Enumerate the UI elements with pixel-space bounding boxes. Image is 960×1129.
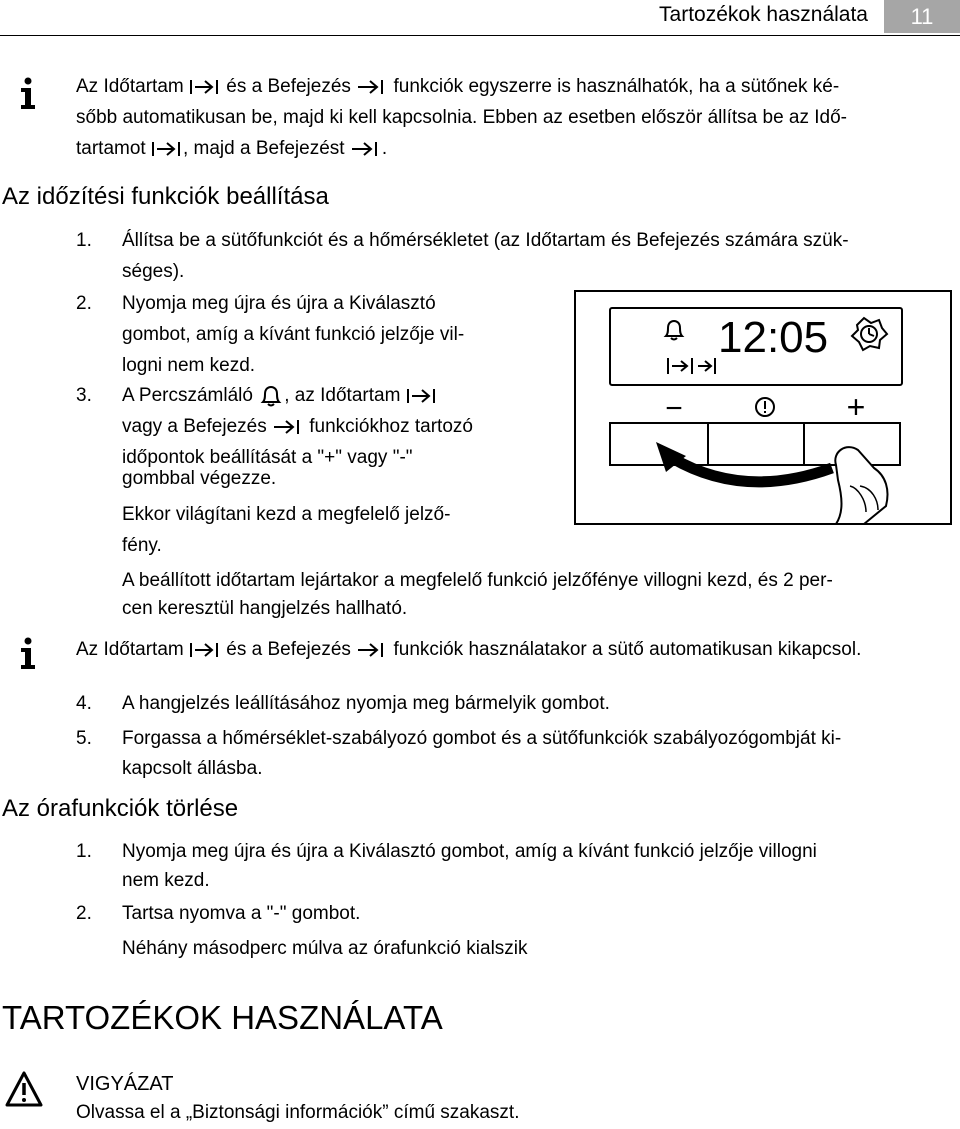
step-text: nem kezd. (122, 870, 210, 891)
warning-text: Olvassa el a „Biztonsági információk” című szakaszt. (76, 1102, 520, 1123)
info-text: és a Befejezés (226, 76, 351, 97)
step-text: Nyomja meg újra és újra a Kiválasztó gombot, amíg a kívánt funkció jelzője villogni (122, 841, 817, 862)
header-title: Tartozékok használata (659, 3, 868, 26)
step-text: időpontok beállítását a "+" vagy "-" (122, 447, 413, 468)
step-text: A hangjelzés leállításához nyomja meg bármelyik gombot. (122, 693, 610, 714)
step-text: gombbal végezze. (122, 468, 277, 489)
step-text: Tartsa nyomva a "-" gombot. (122, 903, 361, 924)
duration-icon (189, 78, 221, 96)
info-paragraph-line (76, 71, 839, 102)
step-text: Nyomja meg újra és újra a Kiválasztó (122, 293, 436, 314)
info-text: funkciók használatakor a sütő automatikusan kikapcsol. (393, 639, 862, 660)
section-title: Az órafunkciók törlése (2, 795, 239, 822)
step-result: fény. (122, 535, 162, 556)
step-number: 4. (76, 693, 92, 714)
header-divider (0, 35, 960, 36)
step-number: 3. (76, 385, 92, 406)
page-number: 11 (884, 0, 960, 33)
end-icon (350, 140, 382, 158)
info-text: Az Időtartam (76, 639, 184, 660)
step-text: A Percszámláló (122, 385, 253, 406)
step-text: funkciókhoz tartozó (309, 416, 473, 437)
info-text: , majd a Befejezést (182, 138, 345, 159)
step-text: Forgassa a hőmérséklet-szabályozó gombot és a sütőfunkciók szabályozógombját ki- (122, 728, 842, 749)
step-text: , az Időtartam (284, 385, 401, 406)
info-text: Az Időtartam (76, 76, 184, 97)
plus-label: + (846, 389, 866, 425)
step-line (122, 380, 438, 411)
duration-icon (406, 387, 438, 405)
end-icon (356, 641, 388, 659)
bell-icon (258, 384, 284, 408)
step-number: 1. (76, 841, 92, 862)
step-line (122, 411, 473, 442)
info-text: tartamot (76, 138, 146, 159)
step-number: 2. (76, 903, 92, 924)
step-number: 1. (76, 230, 92, 251)
step-text: gombot, amíg a kívánt funkció jelzője vil- (122, 324, 465, 345)
minus-label: − (665, 392, 683, 425)
chapter-title: TARTOZÉKOK HASZNÁLATA (2, 999, 443, 1036)
info-paragraph-line (76, 634, 861, 665)
duration-icon (151, 140, 183, 158)
info-text: és a Befejezés (226, 639, 351, 660)
step-number: 2. (76, 293, 92, 314)
step-text: séges). (122, 261, 185, 282)
info-icon (10, 635, 46, 671)
control-panel-illustration (574, 290, 952, 525)
step-result: Ekkor világítani kezd a megfelelő jelző- (122, 504, 451, 525)
warning-icon (4, 1070, 44, 1108)
step-text: kapcsolt állásba. (122, 758, 263, 779)
warning-title: VIGYÁZAT (76, 1073, 174, 1095)
info-text: sőbb automatikusan be, majd ki kell kapcsolnia. Ebben az esetben először állítsa be az Idő- (76, 107, 848, 128)
step-text: logni nem kezd. (122, 355, 256, 376)
clock-display: 12:05 (718, 313, 829, 362)
end-icon (356, 78, 388, 96)
end-icon (272, 418, 304, 436)
step-result: Néhány másodperc múlva az órafunkció kialszik (122, 938, 528, 959)
step-note: A beállított időtartam lejártakor a megfelelő funkció jelzőfénye villogni kezd, és 2 per- (122, 570, 833, 591)
step-number: 5. (76, 728, 92, 749)
info-text: . (381, 138, 388, 159)
duration-icon (189, 641, 221, 659)
section-title: Az időzítési funkciók beállítása (2, 183, 329, 210)
step-text: Állítsa be a sütőfunkciót és a hőmérsékletet (az Időtartam és Befejezés számára szük- (122, 230, 849, 251)
step-note: cen keresztül hangjelzés hallható. (122, 598, 408, 619)
info-icon (10, 75, 46, 111)
info-paragraph-line (76, 133, 387, 164)
info-text: funkciók egyszerre is használhatók, ha a sütőnek ké- (393, 76, 840, 97)
step-text: vagy a Befejezés (122, 416, 267, 437)
